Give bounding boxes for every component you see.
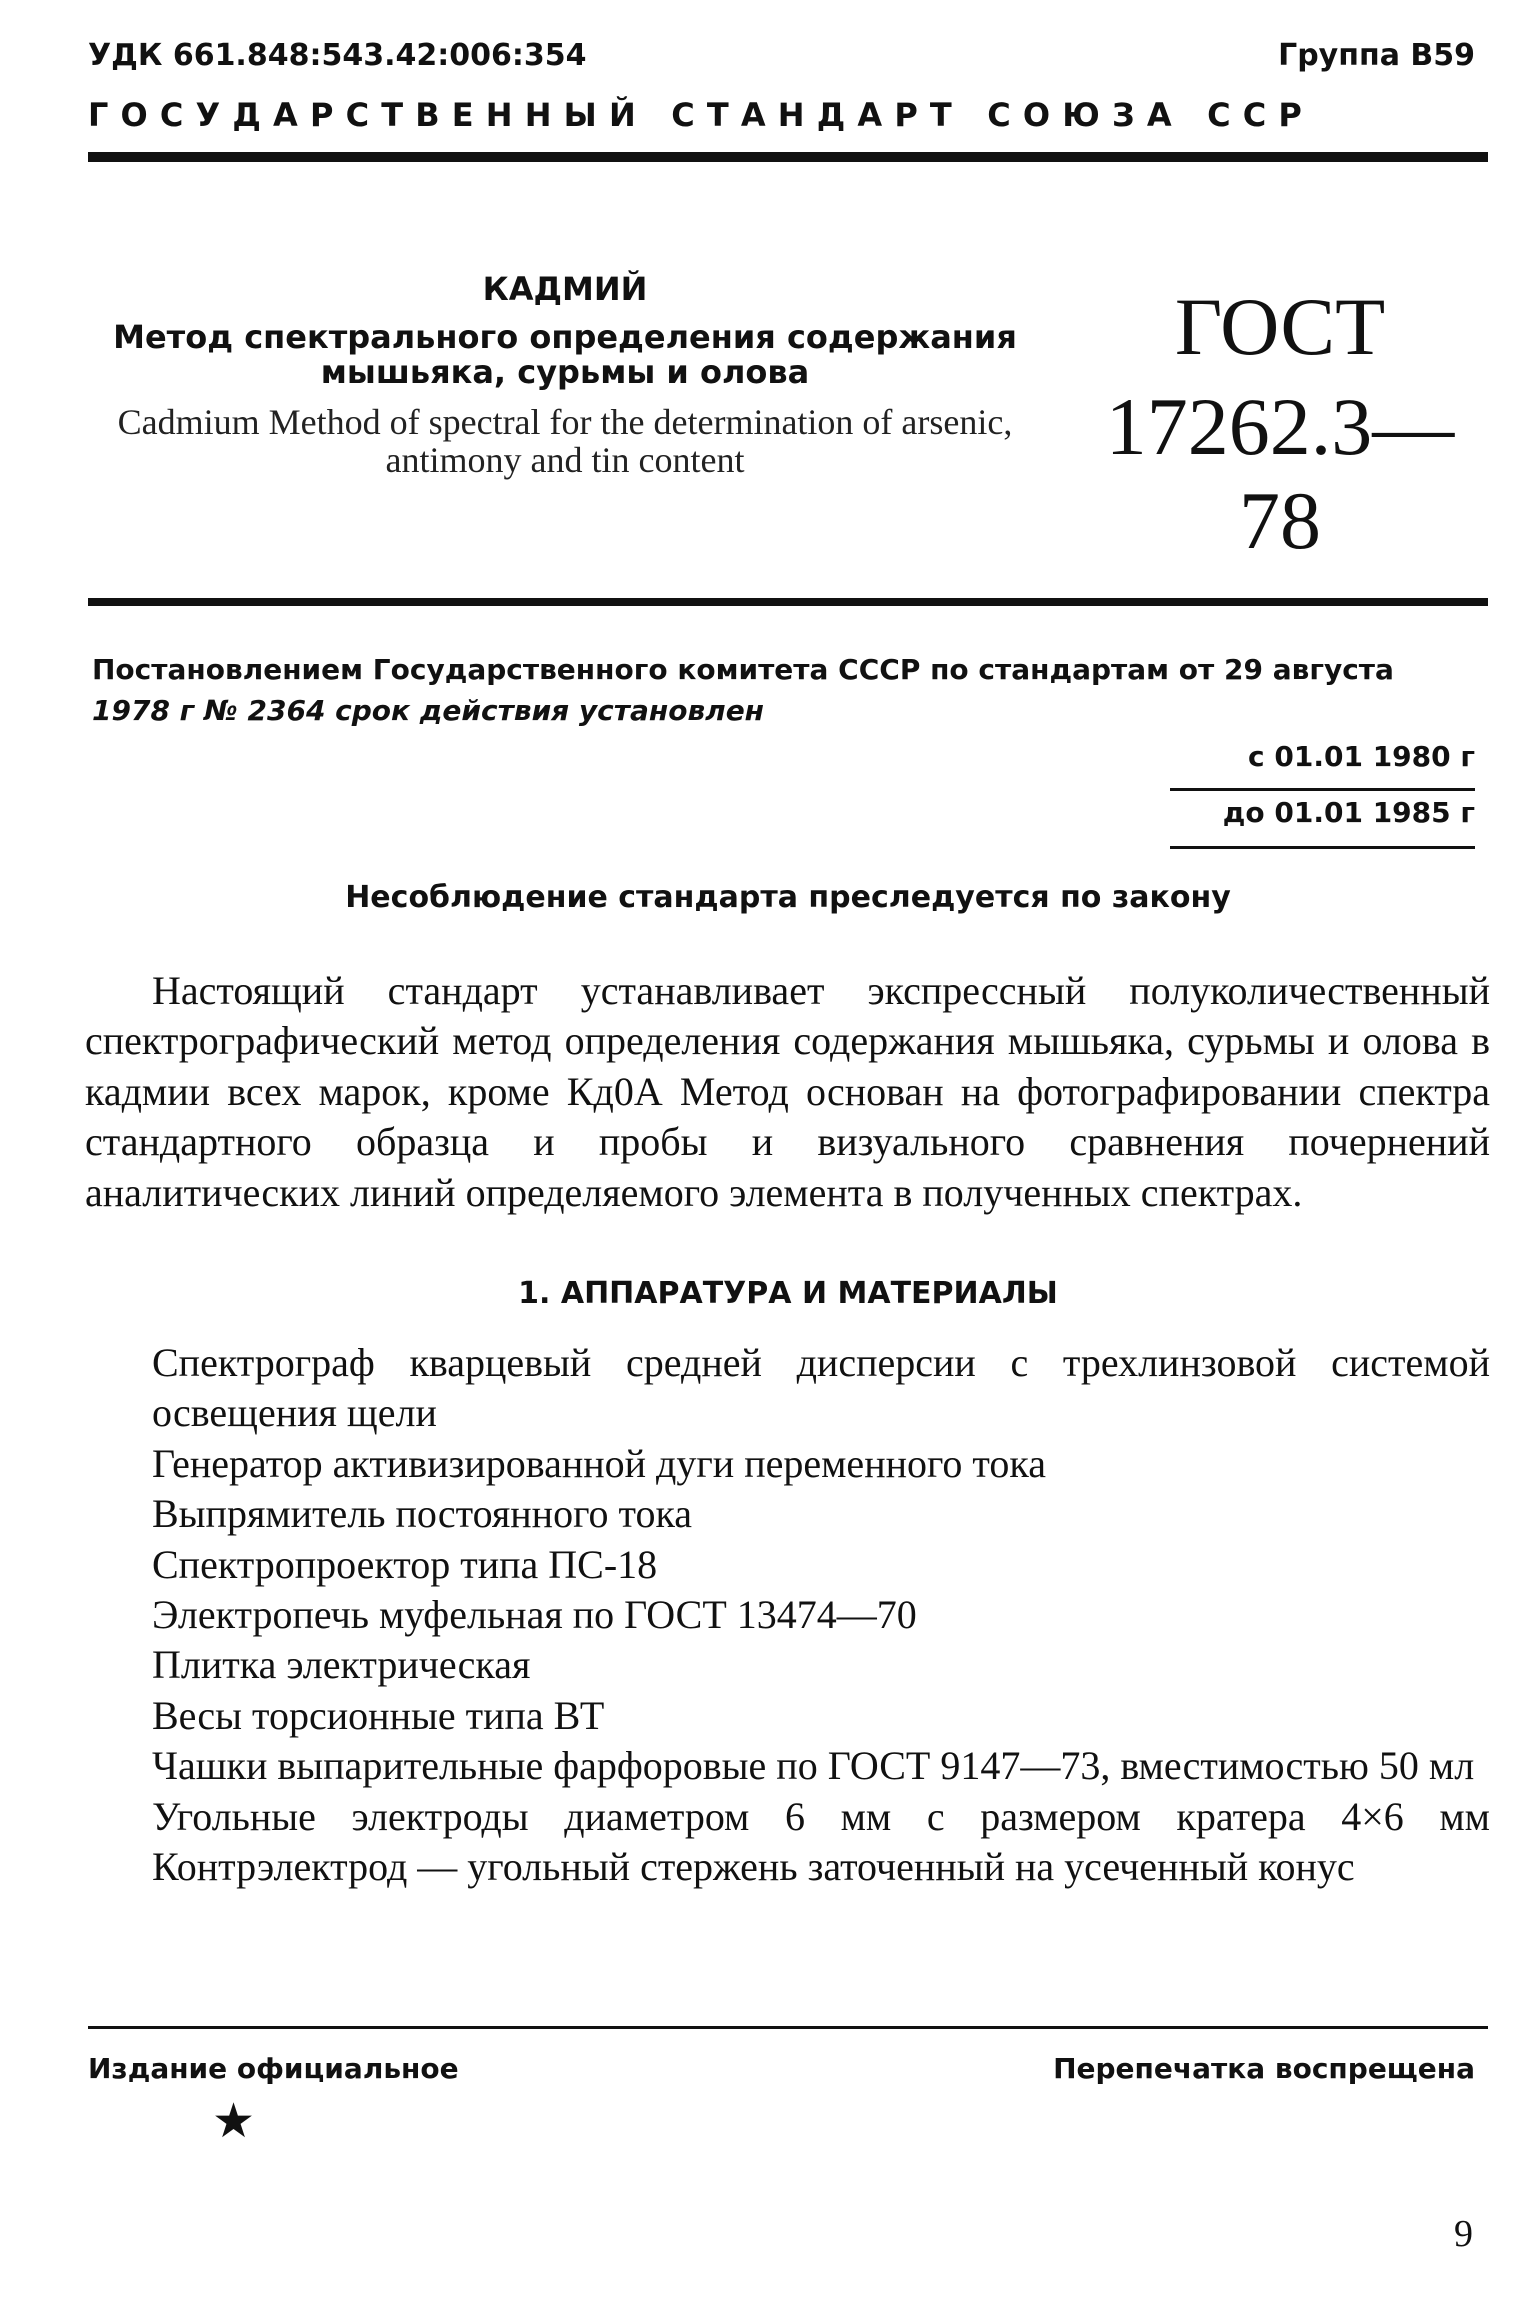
materials-list	[85, 1338, 1490, 1892]
valid-from-date: с 01.01 1980 г	[1248, 740, 1475, 773]
decree-text	[92, 650, 1492, 731]
gost-label: ГОСТ	[1174, 281, 1386, 372]
list-item: Спектрограф кварцевый средней дисперсии с трехлинзовой системой освещения щели	[152, 1340, 1490, 1436]
header-rule	[88, 152, 1488, 162]
state-standard-banner: ГОСУДАРСТВЕННЫЙ СТАНДАРТ СОЮЗА ССР	[88, 96, 1314, 134]
udk-code: УДК 661.848:543.42:006:354	[88, 38, 587, 73]
valid-to-date: до 01.01 1985 г	[1222, 796, 1475, 829]
list-item: Плитка электрическая	[152, 1642, 531, 1688]
star-icon: ★	[212, 2095, 256, 2148]
footer-rule	[88, 2026, 1488, 2029]
reprint-notice: Перепечатка воспрещена	[1053, 2052, 1475, 2085]
list-item: Угольные электроды диаметром 6 мм с размером кратера 4×6 мм Контрэлектрод — угольный стержень заточенный на усеченный конус	[152, 1793, 1490, 1889]
english-title: Cadmium Method of spectral for the determination of arsenic, antimony and tin content	[117, 402, 1013, 481]
edition-label: Издание официальное	[88, 2052, 459, 2085]
list-item: Генератор активизированной дуги переменного тока	[152, 1440, 1046, 1486]
decree-line-1: Постановлением Государственного комитета СССР по стандартам от 29 августа	[92, 653, 1394, 686]
document-title: КАДМИЙ	[482, 270, 648, 308]
list-item: Чашки выпарительные фарфоровые по ГОСТ 9147—73, вместимостью 50 мл	[152, 1743, 1475, 1789]
title-block	[100, 270, 1030, 480]
section-rule	[88, 598, 1488, 606]
page-number: 9	[1454, 2213, 1473, 2255]
gost-number: 17262.3—78	[1105, 381, 1455, 566]
section-heading: 1. АППАРАТУРА И МАТЕРИАЛЫ	[518, 1276, 1058, 1311]
list-item: Выпрямитель постоянного тока	[152, 1491, 693, 1537]
group-code: Группа В59	[1278, 38, 1475, 73]
violation-notice: Несоблюдение стандарта преследуется по закону	[345, 880, 1231, 915]
document-subtitle: Метод спектрального определения содержания мышьяка, сурьмы и олова	[113, 318, 1017, 392]
intro-paragraph: Настоящий стандарт устанавливает экспрессный полуколичественный спектрографический метод определения содержания мышьяка, сурьмы и олова в кадмии всех марок, кроме Кд0А Метод основан на фотографировании спектра стандартного образца и пробы и визуального сравнения почернений аналитических линий определяемого элемента в полученных спектрах.	[85, 968, 1490, 1215]
decree-line-2: 1978 г № 2364 срок действия установлен	[92, 693, 765, 727]
date-rule-2	[1170, 846, 1475, 849]
list-item: Весы торсионные типа ВТ	[152, 1692, 605, 1738]
date-rule-1	[1170, 788, 1475, 791]
list-item: Электропечь муфельная по ГОСТ 13474—70	[152, 1591, 917, 1637]
list-item: Спектропроектор типа ПС-18	[152, 1541, 658, 1587]
